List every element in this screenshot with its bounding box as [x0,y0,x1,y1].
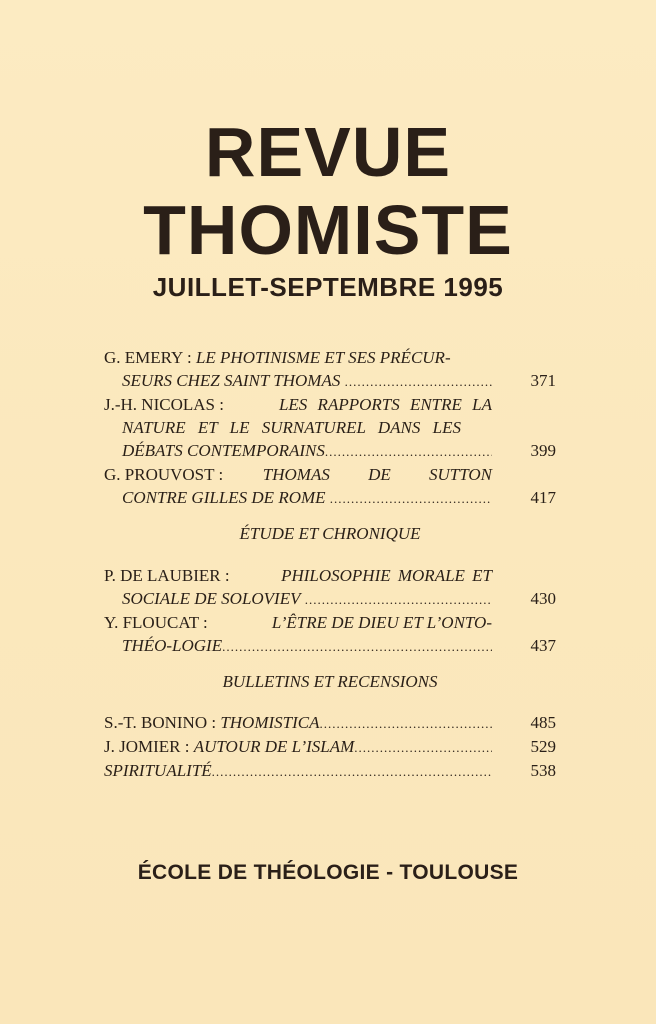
journal-title-line1: REVUE [204,113,452,191]
toc-entry [104,611,556,658]
page-number: 430 [530,589,556,608]
toc-entry [104,711,556,735]
article-title: CONTRE GILLES DE ROME [122,488,326,507]
author: J.-H. NICOLAS : [104,395,224,414]
toc-bulletins [104,711,556,783]
toc-entry [104,346,556,393]
article-title: SPIRITUALITÉ [104,761,212,780]
page-number: 529 [530,737,556,756]
author: J. JOMIER : [104,737,190,756]
leader-dots [325,440,492,463]
leader-dots [320,712,493,735]
page-number: 417 [530,488,556,507]
article-title: LES RAPPORTS ENTRE LA [278,395,492,414]
author: S.-T. BONINO : [104,713,217,732]
toc-entry [104,759,556,783]
leader-dots [222,635,492,658]
toc-entry [104,463,556,510]
leader-dots [330,487,492,510]
section-heading-etude: ÉTUDE ET CHRONIQUE [239,524,421,543]
article-title: LE PHOTINISME ET SES PRÉCUR- [195,348,451,367]
article-title: SOCIALE DE SOLOVIEV [122,589,301,608]
author: G. PROUVOST : [104,465,224,484]
author: P. DE LAUBIER : [104,566,230,585]
page-number: 485 [530,713,556,732]
section-heading-bulletins: BULLETINS ET RECENSIONS [222,672,438,691]
page-number: 437 [530,636,556,655]
toc-entry [104,564,556,611]
author: G. EMERY : [104,348,192,367]
leader-dots [305,588,492,611]
author: Y. FLOUCAT : [104,613,208,632]
issue-date: JUILLET-SEPTEMBRE 1995 [152,272,504,302]
article-title: THOMISTICA [220,713,320,732]
page-number: 538 [530,761,556,780]
toc-entry [104,735,556,759]
journal-title-line2: THOMISTE [143,191,513,269]
toc-articles [104,346,556,510]
article-title: AUTOUR DE L’ISLAM [193,737,355,756]
article-title: SEURS CHEZ SAINT THOMAS [122,371,341,390]
page-number: 399 [530,441,556,460]
toc-studies [104,564,556,658]
leader-dots [354,736,492,759]
leader-dots [345,370,492,393]
article-title: THOMAS DE SUTTON [262,465,492,484]
page-number: 371 [530,371,556,390]
toc-entry [104,393,556,463]
article-title: PHILOSOPHIE MORALE ET [281,566,492,585]
leader-dots [212,760,492,783]
article-title: NATURE ET LE SURNATUREL DANS LES [122,418,461,437]
publisher: ÉCOLE DE THÉOLOGIE - TOULOUSE [137,861,519,884]
article-title: THÉO-LOGIE [122,636,223,655]
article-title: DÉBATS CONTEMPORAINS [122,441,325,460]
article-title: L’ÊTRE DE DIEU ET L’ONTO- [271,613,492,632]
